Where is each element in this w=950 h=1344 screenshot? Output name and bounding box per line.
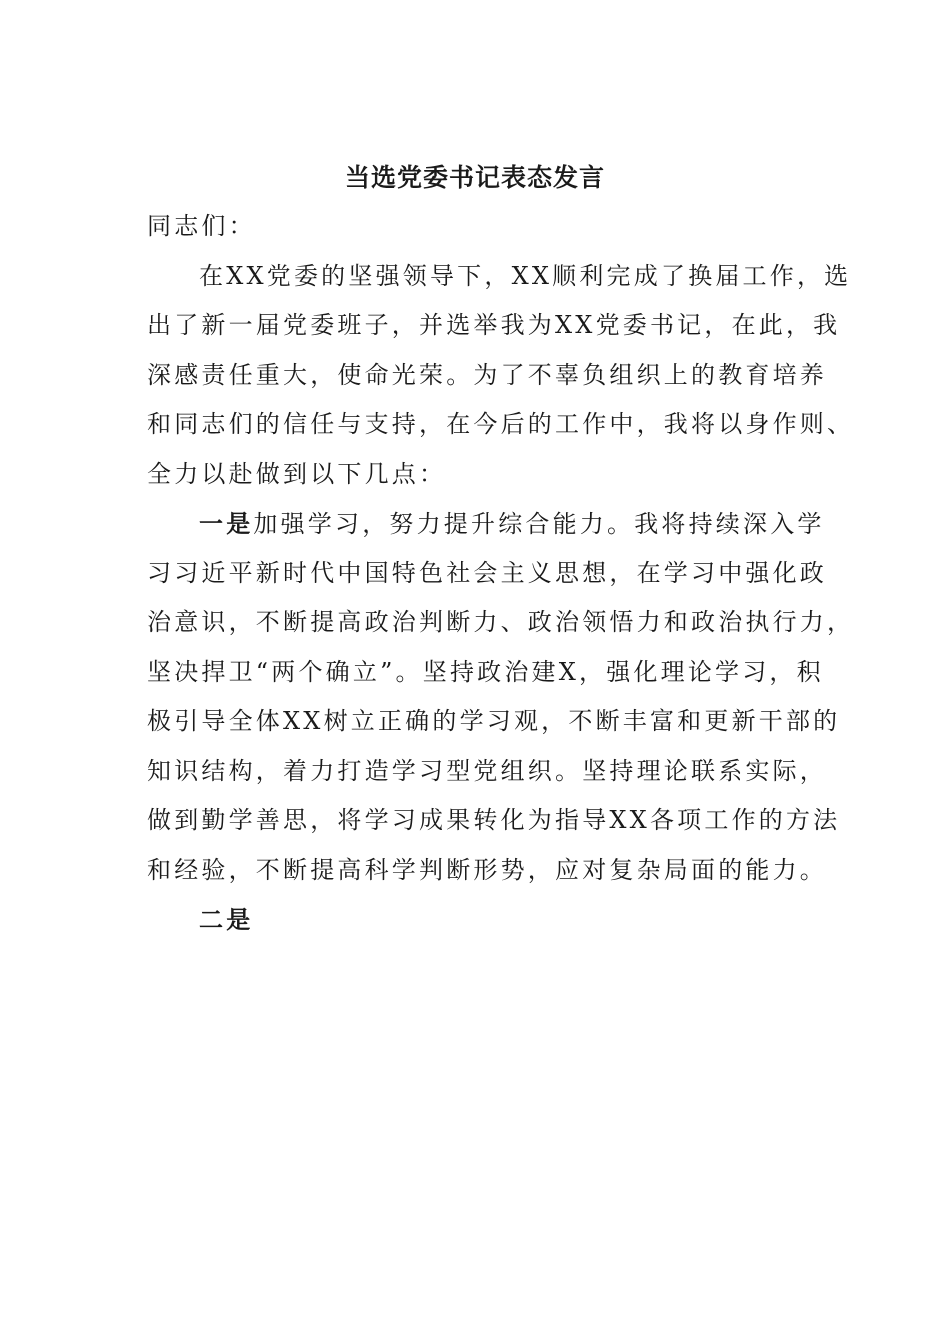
point-two-label: 二是 (199, 905, 254, 934)
point-two-line (147, 895, 803, 945)
paragraph-line: 习习近平新时代中国特色社会主义思想，在学习中强化政 (147, 558, 827, 587)
paragraph-line: 极引导全体XX树立正确的学习观，不断丰富和更新干部的 (147, 707, 841, 735)
paragraph-line: 出了新一届党委班子，并选举我为XX党委书记，在此，我 (147, 311, 841, 339)
paragraph-line: 和同志们的信任与支持，在今后的工作中，我将以身作则、 (147, 410, 855, 438)
paragraph-line: 在XX党委的坚强领导下，XX顺利完成了换届工作，选 (199, 261, 852, 290)
salutation: 同志们： (147, 212, 256, 240)
paragraph-line: 全力以赴做到以下几点： (147, 459, 447, 488)
document-title: 当选党委书记表态发言 (344, 163, 605, 192)
paragraph-line: 知识结构，着力打造学习型党组织。坚持理论联系实际， (147, 756, 827, 785)
paragraph-line: 做到勤学善思，将学习成果转化为指导XX各项工作的方法 (147, 806, 841, 834)
point-one-label: 一是 (199, 509, 254, 538)
paragraph-line: 坚决捍卫“两个确立”。坚持政治建X，强化理论学习，积 (147, 657, 824, 686)
point-one-heading-text: 加强学习，努力提升综合能力。我将持续深入学 (253, 510, 825, 538)
point-one-first-line (147, 499, 825, 549)
paragraph-line: 治意识，不断提高政治判断力、政治领悟力和政治执行力， (147, 608, 855, 636)
paragraph-line: 深感责任重大，使命光荣。为了不辜负组织上的教育培养 (147, 360, 827, 389)
document-body (147, 202, 855, 945)
paragraph-line: 和经验，不断提高科学判断形势，应对复杂局面的能力。 (147, 855, 827, 884)
